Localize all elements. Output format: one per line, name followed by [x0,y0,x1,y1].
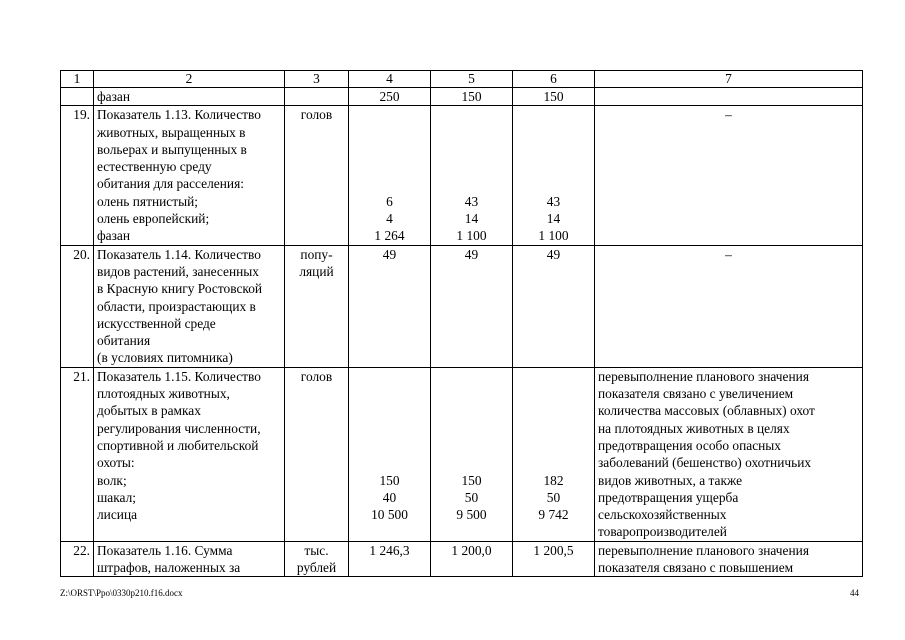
value-line: 9 500 [456,507,487,523]
indicator-name-line: Показатель 1.13. Количество [97,107,261,123]
value-line [352,175,427,192]
note-line: на плотоядных животных в целях [598,420,790,436]
note-cell [595,245,863,367]
indicator-name-line: шакал; [97,489,137,505]
indicator-name [94,245,285,367]
indicator-name-line: Показатель 1.14. Количество [97,246,261,262]
header-cell: 2 [94,71,285,88]
value-cell-c4 [349,106,431,245]
value-line [516,385,591,402]
value-line [352,368,427,385]
value-line [516,420,591,437]
value-line [434,141,509,158]
value-line: 50 [546,489,561,505]
unit-cell [285,106,349,245]
indicator-name [94,367,285,541]
indicator-name-line: в Красную книгу Ростовской [97,281,263,297]
note-line: видов животных, а также [598,472,743,488]
value-line: 50 [464,489,479,505]
value-line [434,124,509,141]
indicator-name-line: олень пятнистый; [97,193,198,209]
header-cell: 5 [431,71,513,88]
value-line: 150 [461,89,482,104]
note-cell [595,88,863,106]
note-dash: – [725,107,732,123]
note-cell [595,367,863,541]
indicator-name-line: фазан [97,228,131,244]
value-cell-c6 [513,367,595,541]
value-cell-c4 [349,88,431,106]
value-line: 6 [386,193,393,209]
row-number: 21. [61,367,94,541]
value-line [434,368,509,385]
value-line [352,402,427,419]
header-cell: 1 [61,71,94,88]
unit-line: рублей [296,560,337,576]
indicator-name-line: спортивной и любительской [97,437,259,453]
unit-line: ляций [299,263,334,279]
indicator-name-line: лисица [97,507,138,523]
value-cell-c4 [349,541,431,577]
note-line: количества массовых (облавных) охот [598,403,815,419]
unit-line: голов [300,368,333,384]
note-line: сельскохозяйственных [598,507,727,523]
indicator-name-line: штрафов, наложенных за [97,560,241,576]
indicator-name-line: добытых в рамках [97,403,201,419]
indicator-name [94,88,285,106]
value-line [516,124,591,141]
value-line: 250 [379,89,400,104]
value-line: 150 [543,89,564,104]
unit-line: голов [300,107,333,123]
indicator-name-line: обитания [97,333,151,349]
footer-file-path: Z:\ORST\Ppo\0330p210.f16.docx [60,588,183,598]
value-line: 150 [461,472,482,488]
indicator-name-line: видов растений, занесенных [97,263,259,279]
value-line: 1 200,5 [533,542,574,558]
table-row [61,367,863,541]
note-line [598,88,859,105]
note-line: показателя связано с увеличением [598,386,794,402]
value-line: 14 [464,211,479,227]
header-cell: 7 [595,71,863,88]
value-line [352,454,427,471]
value-line: 1 246,3 [369,542,410,558]
value-line [434,402,509,419]
indicator-name-line: обитания для расселения: [97,176,244,192]
value-line: 1 264 [374,228,405,244]
note-cell [595,106,863,245]
row-number: 22. [61,541,94,577]
indicator-name-line: охоты: [97,455,135,471]
indicator-name-line: волк; [97,472,127,488]
value-cell-c4 [349,245,431,367]
value-line [434,106,509,123]
indicator-name-line: Показатель 1.16. Сумма [97,542,233,558]
value-line [352,437,427,454]
unit-line: попу- [300,246,333,262]
indicator-name-line: Показатель 1.15. Количество [97,368,261,384]
note-dash: – [725,246,732,262]
value-line [516,402,591,419]
value-line [516,437,591,454]
table-row [61,541,863,577]
value-line [434,158,509,175]
note-cell [595,541,863,577]
indicator-name-line: фазан [97,89,131,104]
indicator-name [94,106,285,245]
note-line: перевыполнение планового значения [598,368,809,384]
value-cell-c6 [513,106,595,245]
table-row [61,245,863,367]
value-line: 1 100 [538,228,569,244]
indicator-name-line: регулирования численности, [97,420,261,436]
header-row [61,71,863,88]
indicator-name-line: вольерах и выпущенных в [97,141,247,157]
indicator-name-line: естественную среду [97,159,212,175]
value-line [516,141,591,158]
value-line [516,454,591,471]
header-cell: 3 [285,71,349,88]
indicator-name-line: животных, выращенных в [97,124,246,140]
note-line: предотвращения особо опасных [598,437,781,453]
value-cell-c5 [431,245,513,367]
value-line: 9 742 [538,507,569,523]
value-line: 1 200,0 [451,542,492,558]
value-line: 150 [379,472,400,488]
value-line: 49 [546,246,561,262]
value-line [434,420,509,437]
indicator-name-line: плотоядных животных, [97,386,230,402]
row-number [61,88,94,106]
note-line: предотвращения ущерба [598,489,739,505]
unit-cell [285,367,349,541]
value-line [352,420,427,437]
footer-page-number: 44 [850,588,859,598]
indicators-table [60,70,863,577]
indicator-name-line: (в условиях питомника) [97,350,233,366]
table-row [61,106,863,245]
value-line [352,141,427,158]
row-number: 19. [61,106,94,245]
value-cell-c4 [349,367,431,541]
value-cell-c5 [431,106,513,245]
unit-cell [285,245,349,367]
value-line [434,454,509,471]
value-line: 49 [464,246,479,262]
value-line: 10 500 [371,507,408,523]
note-line: показателя связано с повышением [598,560,794,576]
value-line [352,158,427,175]
value-cell-c6 [513,541,595,577]
value-line: 4 [386,211,393,227]
row-number: 20. [61,245,94,367]
value-cell-c5 [431,541,513,577]
note-line: перевыполнение планового значения [598,542,809,558]
value-line [352,385,427,402]
value-line [352,124,427,141]
value-cell-c6 [513,88,595,106]
value-line [516,106,591,123]
indicator-name [94,541,285,577]
header-cell: 4 [349,71,431,88]
value-line: 1 100 [456,228,487,244]
unit-cell [285,541,349,577]
unit-line [288,88,345,105]
indicator-name-line: искусственной среде [97,315,216,331]
value-cell-c5 [431,88,513,106]
value-line [434,175,509,192]
value-line [434,385,509,402]
value-cell-c5 [431,367,513,541]
note-line: заболеваний (бешенство) охотничьих [598,455,812,471]
value-line: 43 [464,193,479,209]
value-line: 14 [546,211,561,227]
header-cell: 6 [513,71,595,88]
value-line [516,175,591,192]
unit-cell [285,88,349,106]
table-row [61,88,863,106]
value-line: 49 [382,246,397,262]
value-line [352,106,427,123]
indicator-name-line: области, произрастающих в [97,298,256,314]
note-line: товаропроизводителей [598,524,727,540]
value-line: 182 [543,472,564,488]
value-line [516,158,591,175]
unit-line: тыс. [304,542,329,558]
value-line [516,368,591,385]
value-cell-c6 [513,245,595,367]
value-line: 40 [382,489,397,505]
indicator-name-line: олень европейский; [97,211,210,227]
value-line [434,437,509,454]
value-line: 43 [546,193,561,209]
